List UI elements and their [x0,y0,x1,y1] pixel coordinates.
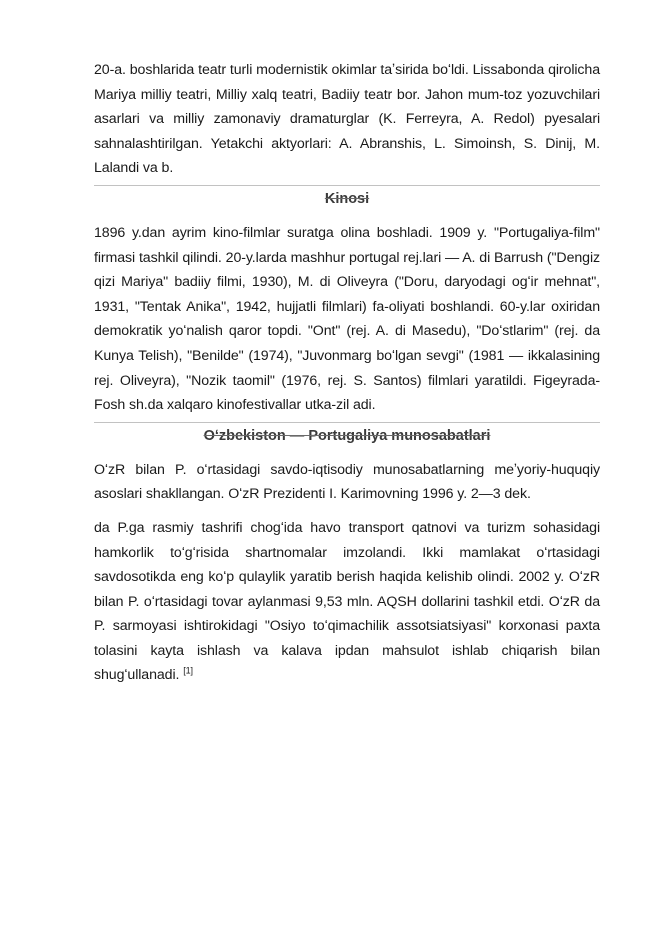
paragraph-gap [94,507,600,516]
cinema-heading-text: Kinosi [324,190,370,207]
cinema-section-heading [94,185,600,214]
relations-paragraph-2 [94,516,600,688]
relations-paragraph-1: OʻzR bilan P. oʻrtasidagi savdo-iqtisodiy munosabatlarning meʼyoriy-huquqiy asoslari shakllangan. OʻzR Prezidenti I. Karimovning 1996 y. 2—3 dek. [94,461,600,503]
relations-heading-text: Oʻzbekiston — Portugaliya munosabatlari [203,427,491,444]
footnote-reference-link[interactable]: [1] [183,665,193,676]
cinema-paragraph: 1896 y.dan ayrim kino-filmlar suratga olina boshladi. 1909 y. "Portugaliya-film" firmasi tashkil qilindi. 20-y.larda mashhur portugal rej.lari — A. di Barrush ("Dengiz qizi Mariya" badiiy filmi, 1930), M. di Oliveyra ("Doru, daryodagi ogʻir mehnat", 1931, "Tentak Anika", 1942, hujjatli filmlari) fa-oliyati boshlandi. 60-y.lar oxiridan demokratik yoʻnalish qaror topdi. "Ont" (rej. A. di Masedu), "Doʻstlarim" (rej. da Kunya Telish), "Benilde" (1974), "Juvonmarg boʻlgan sevgi" (1981 — ikkalasining rej. Oliveyra), "Nozik taomil" (1976, rej. S. Santos) filmlari yaratildi. Figeyrada-Fosh sh.da xalqaro kinofestivallar utka-zil adi. [94,224,600,414]
relations-paragraph-2-text: da P.ga rasmiy tashrifi chogʻida havo transport qatnovi va turizm sohasidagi hamkorlik toʻgʻrisida shartnomalar imzolandi. Ikki mamlakat oʻrtasidagi savdosotikda eng koʻp qulaylik yaratib berish haqida kelishib olindi. 2002 y. OʻzR bilan P. oʻrtasidagi tovar aylanmasi 9,53 mln. AQSH dollarini tashkil etdi. OʻzR da P. sarmoyasi ishtirokidagi "Osiyo toʻqimachilik assotsiatsiyasi" korxonasi paxta tolasini kayta ishlash va kalava ipdan mahsulot ishlab chiqarish bilan shugʻullanadi. [94,519,600,684]
document-page [94,58,600,688]
theatre-paragraph: 20-a. boshlarida teatr turli modernistik okimlar taʼsirida boʻldi. Lissabonda qirolicha Mariya milliy teatri, Milliy xalq teatri, Badiiy teatr bor. Jahon mum-toz yozuvchilari asarlari va milliy zamonaviy dramaturglar (K. Ferreyra, A. Redol) pyesalari sahnalashtirilgan. Yetakchi aktyorlari: A. Abranshis, L. Simoinsh, S. Dinij, M. Lalandi va b. [94,62,600,177]
relations-section-heading [94,422,600,451]
